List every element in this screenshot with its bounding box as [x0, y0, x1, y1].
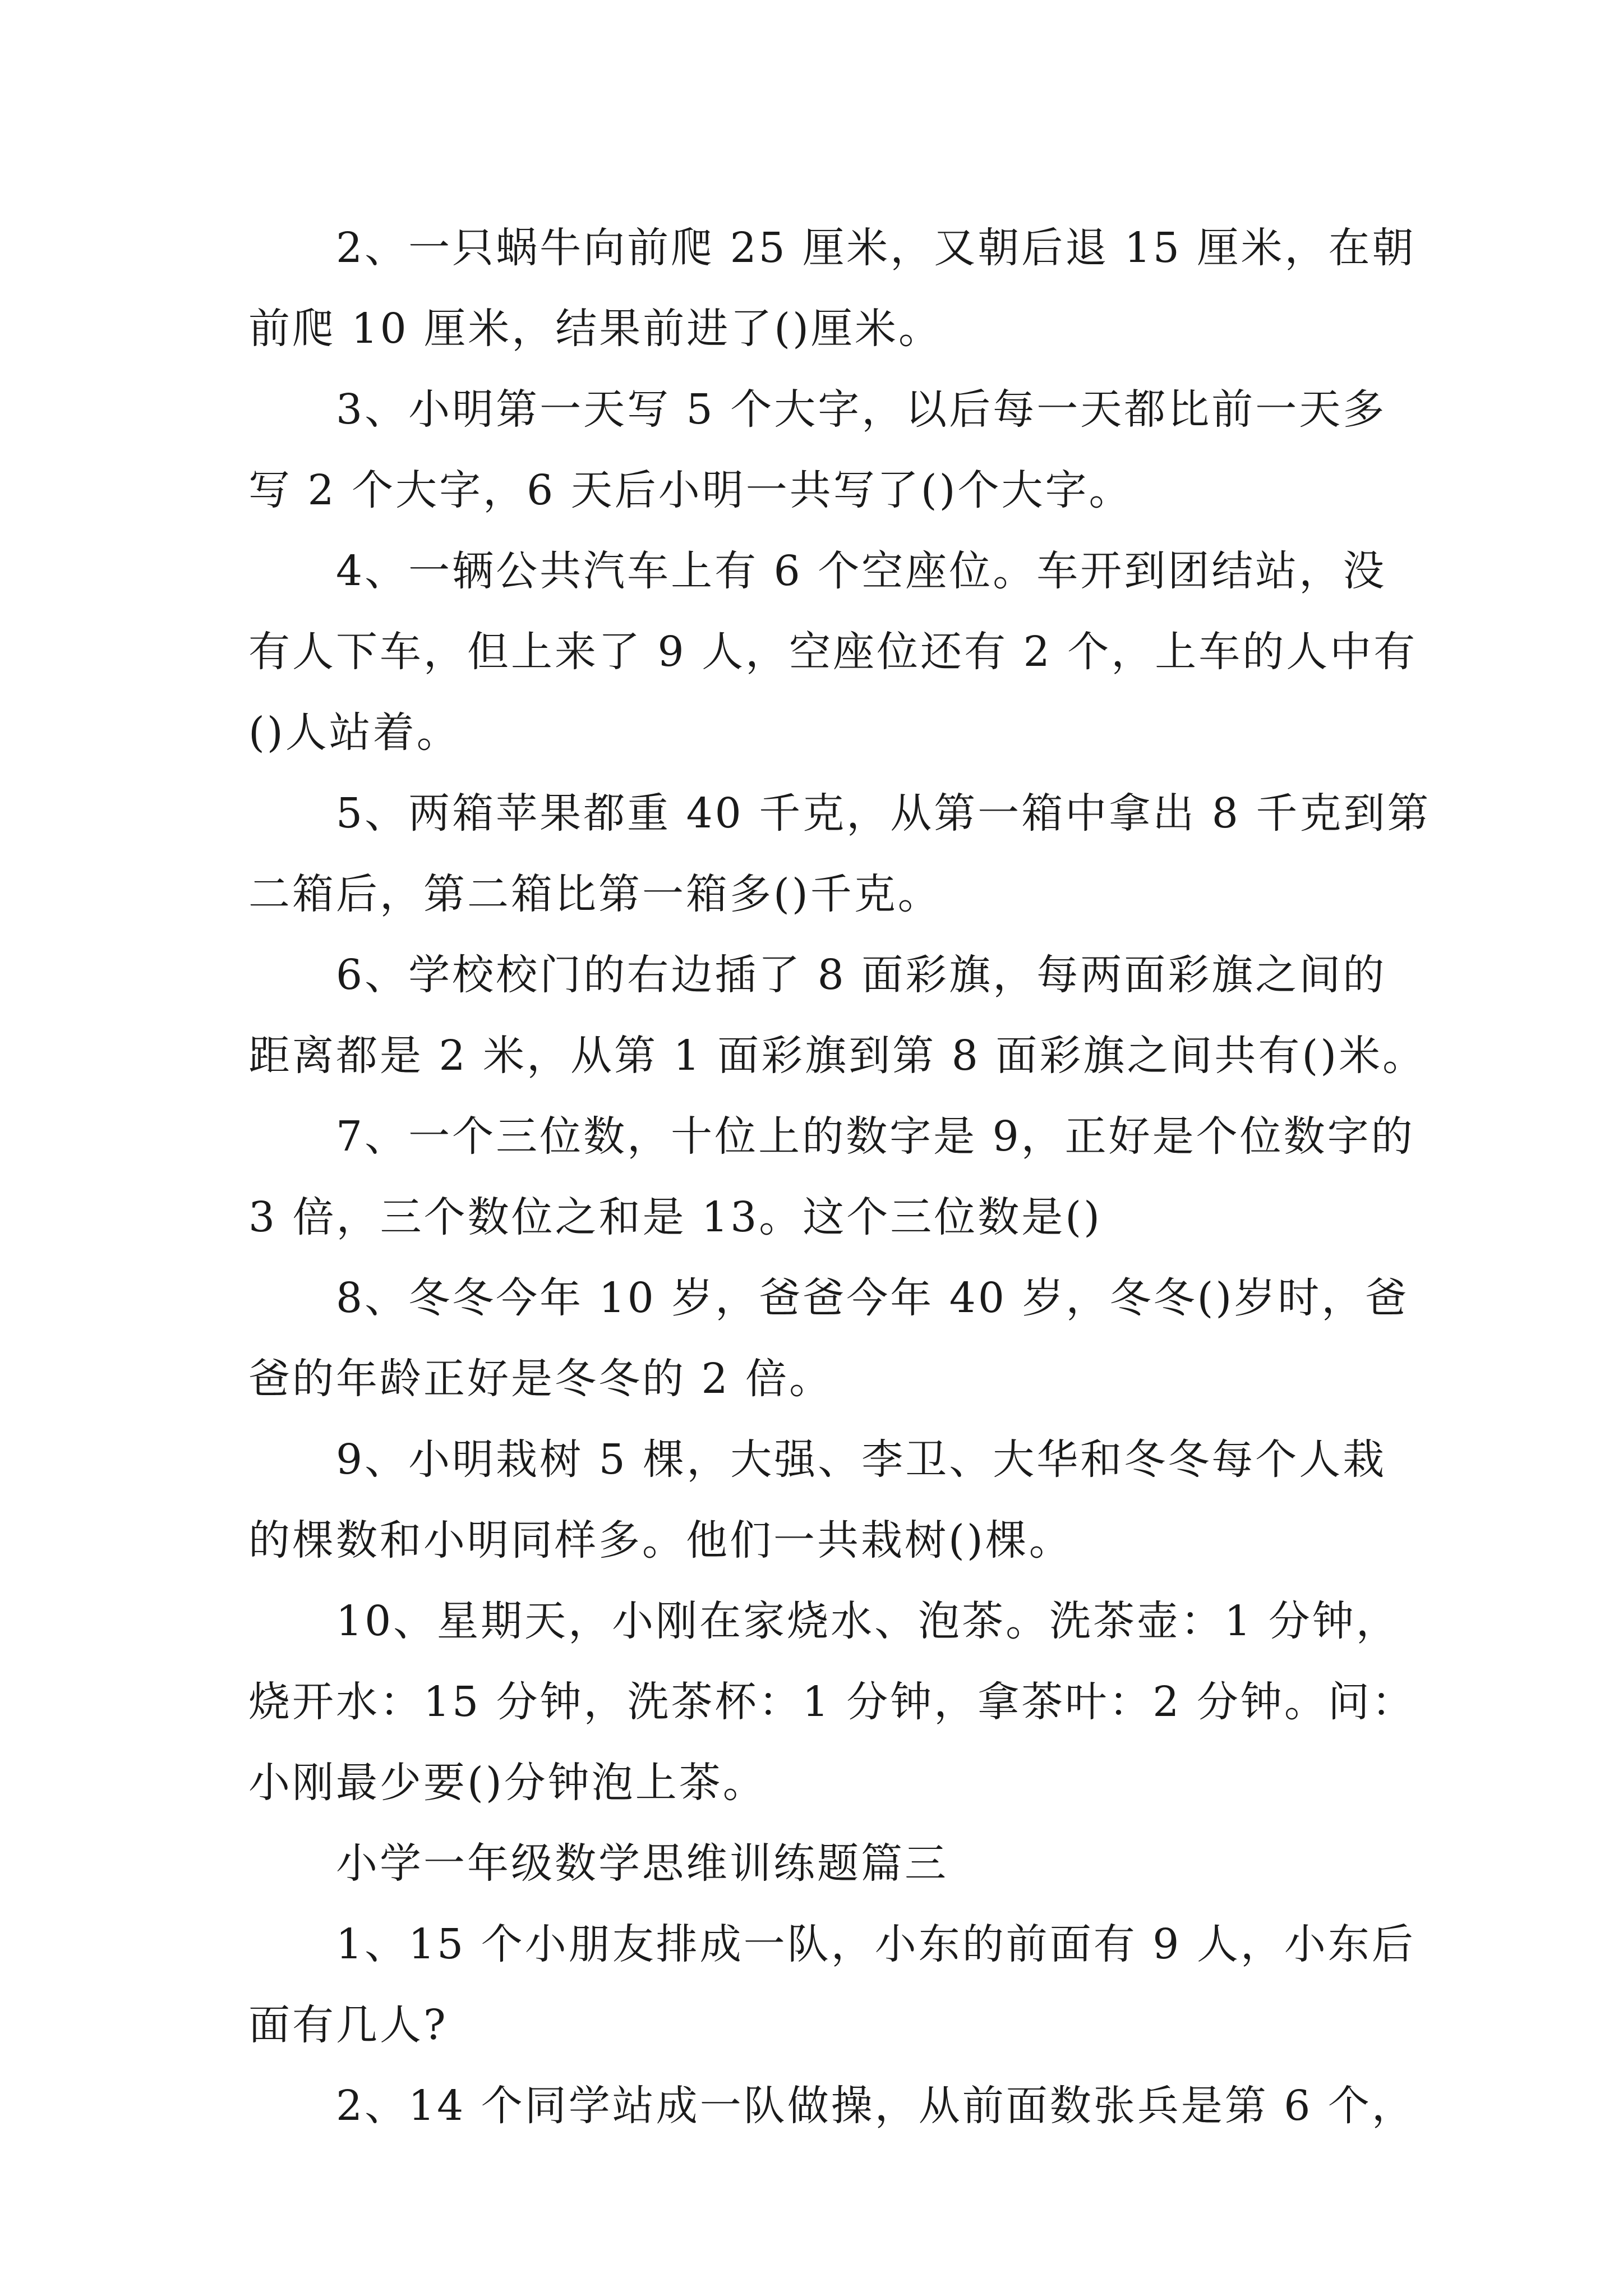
question-3 [248, 369, 1393, 531]
text-line: 烧开水：15 分钟，洗茶杯：1 分钟，拿茶叶：2 分钟。问： [248, 1678, 1415, 1726]
text-line: 小刚最少要()分钟泡上茶。 [248, 1759, 767, 1807]
text-line: 10、星期天，小刚在家烧水、泡茶。洗茶壶：1 分钟， [336, 1597, 1400, 1645]
document-body [248, 208, 1431, 2146]
text-line: 7、一个三位数，十位上的数字是 9，正好是个位数字的 [336, 1112, 1415, 1161]
question-4 [248, 531, 1418, 773]
text-line: 二箱后，第二箱比第一箱多()千克。 [248, 870, 942, 918]
question-7 [248, 1096, 1415, 1258]
text-line: 4、一辆公共汽车上有 6 个空座位。车开到团结站，没 [336, 547, 1387, 595]
section-heading [248, 1823, 1393, 1904]
section3-question-2 [248, 2065, 1415, 2146]
question-8 [248, 1258, 1409, 1419]
text-line: 3 倍，三个数位之和是 13。这个三位数是() [248, 1193, 1103, 1241]
question-6 [248, 935, 1427, 1096]
text-line: 前爬 10 厘米，结果前进了()厘米。 [248, 305, 942, 353]
text-line: 的棵数和小明同样多。他们一共栽树()棵。 [248, 1516, 1073, 1565]
text-line: 有人下车，但上来了 9 人，空座位还有 2 个，上车的人中有 [248, 628, 1418, 676]
text-line: 爸的年龄正好是冬冬的 2 倍。 [248, 1355, 833, 1403]
text-line: 3、小明第一天写 5 个大字，以后每一天都比前一天多 [336, 385, 1387, 434]
text-line: 1、15 个小朋友排成一队，小东的前面有 9 人，小东后 [336, 1920, 1415, 1968]
text-line: 9、小明栽树 5 棵，大强、李卫、大华和冬冬每个人栽 [336, 1435, 1387, 1484]
text-line: ()人站着。 [248, 708, 460, 757]
heading-text: 小学一年级数学思维训练题篇三 [336, 1839, 948, 1888]
question-2 [248, 208, 1416, 369]
question-9 [248, 1419, 1393, 1581]
text-line: 距离都是 2 米，从第 1 面彩旗到第 8 面彩旗之间共有()米。 [248, 1032, 1427, 1080]
text-line: 写 2 个大字，6 天后小明一共写了()个大字。 [248, 466, 1133, 514]
section3-question-1 [248, 1904, 1415, 2065]
question-5 [248, 773, 1431, 935]
text-line: 8、冬冬今年 10 岁，爸爸今年 40 岁，冬冬()岁时，爸 [336, 1274, 1409, 1322]
text-line: 2、一只蜗牛向前爬 25 厘米，又朝后退 15 厘米，在朝 [336, 224, 1416, 272]
text-line: 6、学校校门的右边插了 8 面彩旗，每两面彩旗之间的 [336, 951, 1387, 999]
text-line: 5、两箱苹果都重 40 千克，从第一箱中拿出 8 千克到第 [336, 789, 1431, 838]
question-10 [248, 1581, 1415, 1823]
text-line: 面有几人? [248, 2001, 448, 2049]
text-line: 2、14 个同学站成一队做操，从前面数张兵是第 6 个， [336, 2082, 1415, 2130]
